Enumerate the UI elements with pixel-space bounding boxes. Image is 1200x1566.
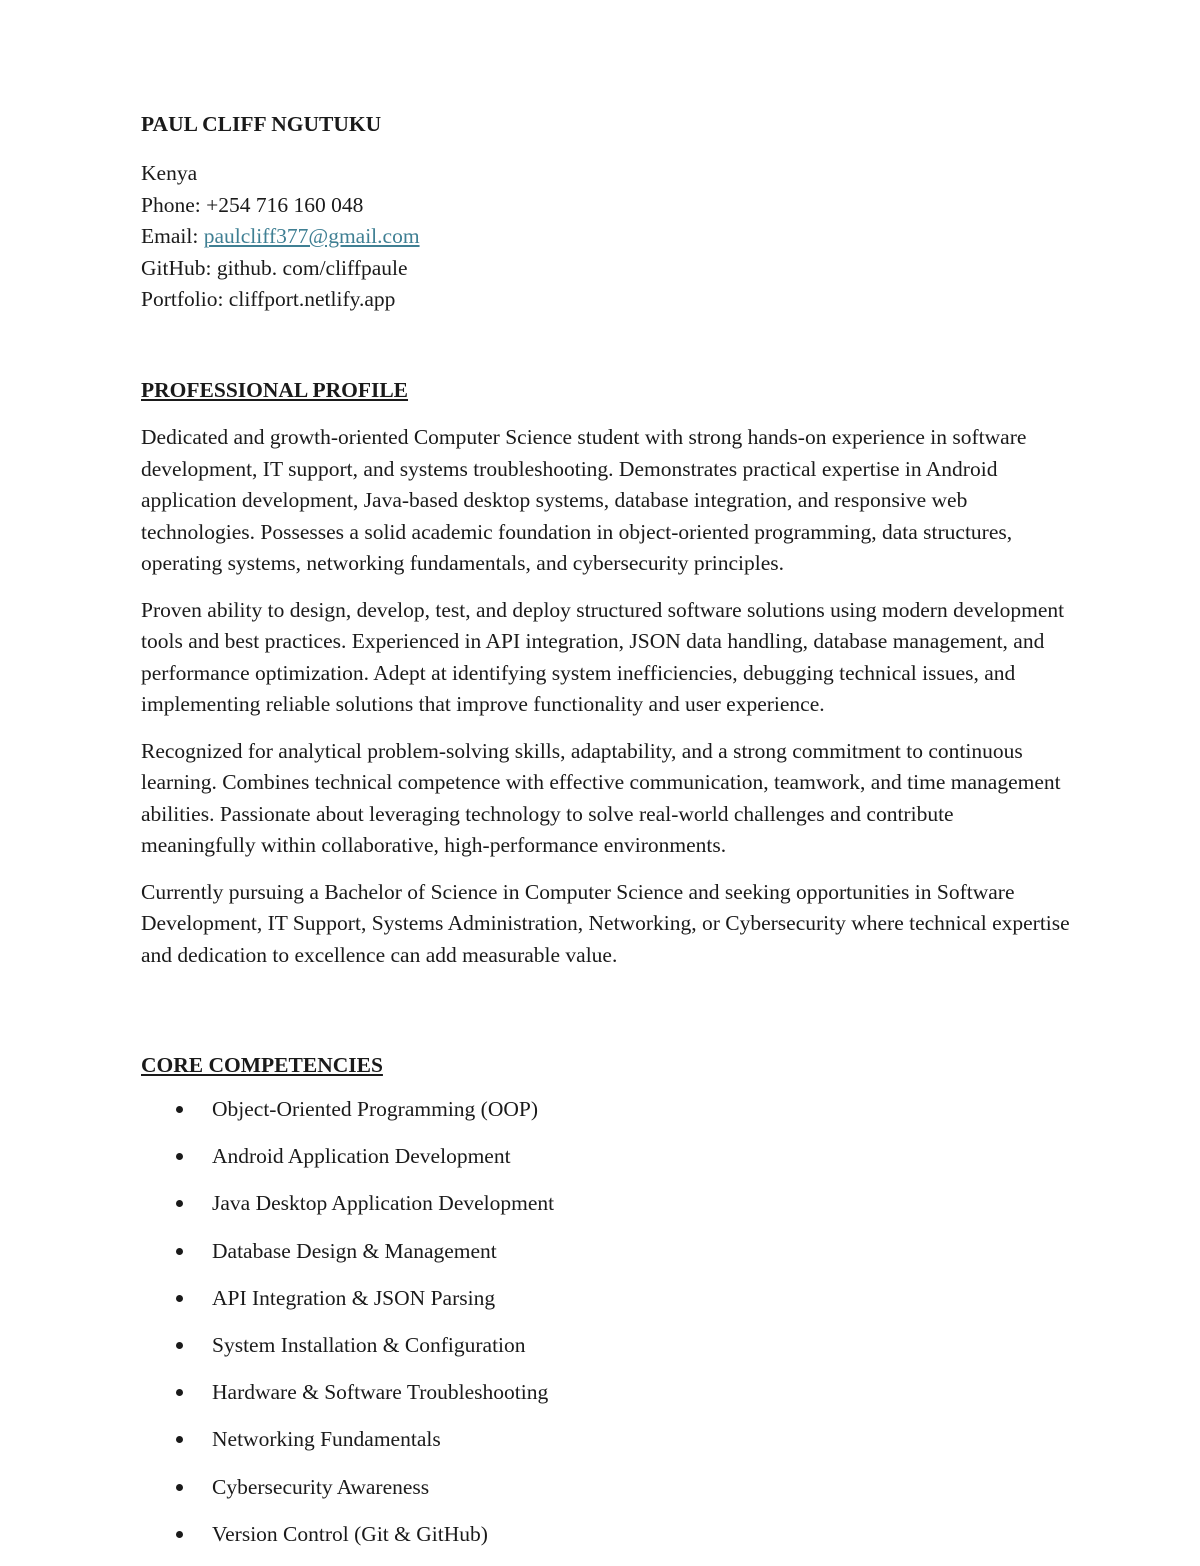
github-label: GitHub: bbox=[141, 255, 212, 280]
competency-text: System Installation & Configuration bbox=[212, 1332, 526, 1357]
bullet-icon bbox=[176, 1295, 183, 1302]
portfolio-value: cliffport.netlify.app bbox=[228, 287, 396, 311]
portfolio-line bbox=[141, 284, 1071, 316]
email-label: Email: bbox=[141, 224, 199, 248]
bullet-icon bbox=[176, 1531, 183, 1538]
competency-text: API Integration & JSON Parsing bbox=[212, 1285, 496, 1310]
list-item bbox=[141, 1519, 554, 1566]
list-item bbox=[141, 1141, 554, 1188]
list-item bbox=[141, 1236, 554, 1283]
bullet-icon bbox=[176, 1389, 183, 1396]
bullet-icon bbox=[176, 1484, 183, 1491]
list-item bbox=[141, 1283, 554, 1330]
list-item bbox=[141, 1377, 554, 1424]
competency-text: Version Control (Git & GitHub) bbox=[212, 1521, 488, 1546]
list-item bbox=[141, 1330, 554, 1377]
profile-paragraph: Recognized for analytical problem-solving skills, adaptability, and a strong commitment to continuous learning. Combines technical competence with effective communication, teamwork, and time management abilities. Passionate about leveraging technology to solve real-world challenges and contribute meaningfully within collaborative, high-performance environments. bbox=[141, 738, 1061, 857]
competencies-list bbox=[141, 1094, 554, 1566]
github-line bbox=[141, 253, 1071, 285]
portfolio-label: Portfolio: bbox=[141, 287, 224, 311]
profile-paragraph: Dedicated and growth-oriented Computer Science student with strong hands-on experience in software development, IT support, and systems troubleshooting. Demonstrates practical expertise in Android application development, Java-based desktop systems, database integration, and responsive web technologies. Possesses a solid academic foundation in object-oriented programming, data structures, operating systems, networking fundamentals, and cybersecurity principles. bbox=[141, 425, 1027, 575]
email-line bbox=[141, 221, 1071, 253]
list-item bbox=[141, 1188, 554, 1235]
professional-profile-heading: PROFESSIONAL PROFILE bbox=[141, 378, 409, 402]
competency-text: Networking Fundamentals bbox=[212, 1427, 441, 1452]
competency-text: Hardware & Software Troubleshooting bbox=[212, 1380, 549, 1405]
bullet-icon bbox=[176, 1248, 183, 1255]
bullet-icon bbox=[176, 1342, 183, 1349]
competency-text: Cybersecurity Awareness bbox=[212, 1474, 430, 1499]
profile-paragraph: Currently pursuing a Bachelor of Science in Computer Science and seeking opportunities in Software Development, IT Support, Systems Administration, Networking, or Cybersecurity where technical expertise and dedication to excellence can add measurable value. bbox=[141, 879, 1070, 967]
contact-block bbox=[141, 158, 1071, 316]
github-value: github. com/cliffpaule bbox=[216, 255, 408, 280]
core-competencies-heading: CORE COMPETENCIES bbox=[141, 1053, 383, 1077]
resume-page bbox=[141, 112, 1071, 1546]
competency-text: Database Design & Management bbox=[212, 1238, 497, 1263]
profile-paragraph: Proven ability to design, develop, test, and deploy structured software solutions using modern development tools and best practices. Experienced in API integration, JSON data handling, database management, and performance optimization. Adept at identifying system inefficiencies, debugging technical issues, and implementing reliable solutions that improve functionality and user experience. bbox=[141, 597, 1065, 716]
competency-text: Java Desktop Application Development bbox=[212, 1191, 555, 1216]
competency-text: Object-Oriented Programming (OOP) bbox=[212, 1097, 539, 1121]
bullet-icon bbox=[176, 1153, 183, 1160]
phone-value: +254 716 160 048 bbox=[206, 192, 364, 217]
phone-label: Phone: bbox=[141, 192, 201, 217]
bullet-icon bbox=[176, 1106, 183, 1113]
phone-line bbox=[141, 190, 1071, 222]
candidate-name: PAUL CLIFF NGUTUKU bbox=[141, 112, 382, 136]
email-link[interactable]: paulcliff377@gmail.com bbox=[203, 224, 420, 248]
profile-paragraphs bbox=[141, 422, 1071, 986]
bullet-icon bbox=[176, 1436, 183, 1443]
list-item bbox=[141, 1472, 554, 1519]
bullet-icon bbox=[176, 1200, 183, 1207]
location: Kenya bbox=[141, 161, 198, 185]
list-item bbox=[141, 1094, 554, 1141]
list-item bbox=[141, 1424, 554, 1471]
competency-text: Android Application Development bbox=[212, 1144, 511, 1169]
